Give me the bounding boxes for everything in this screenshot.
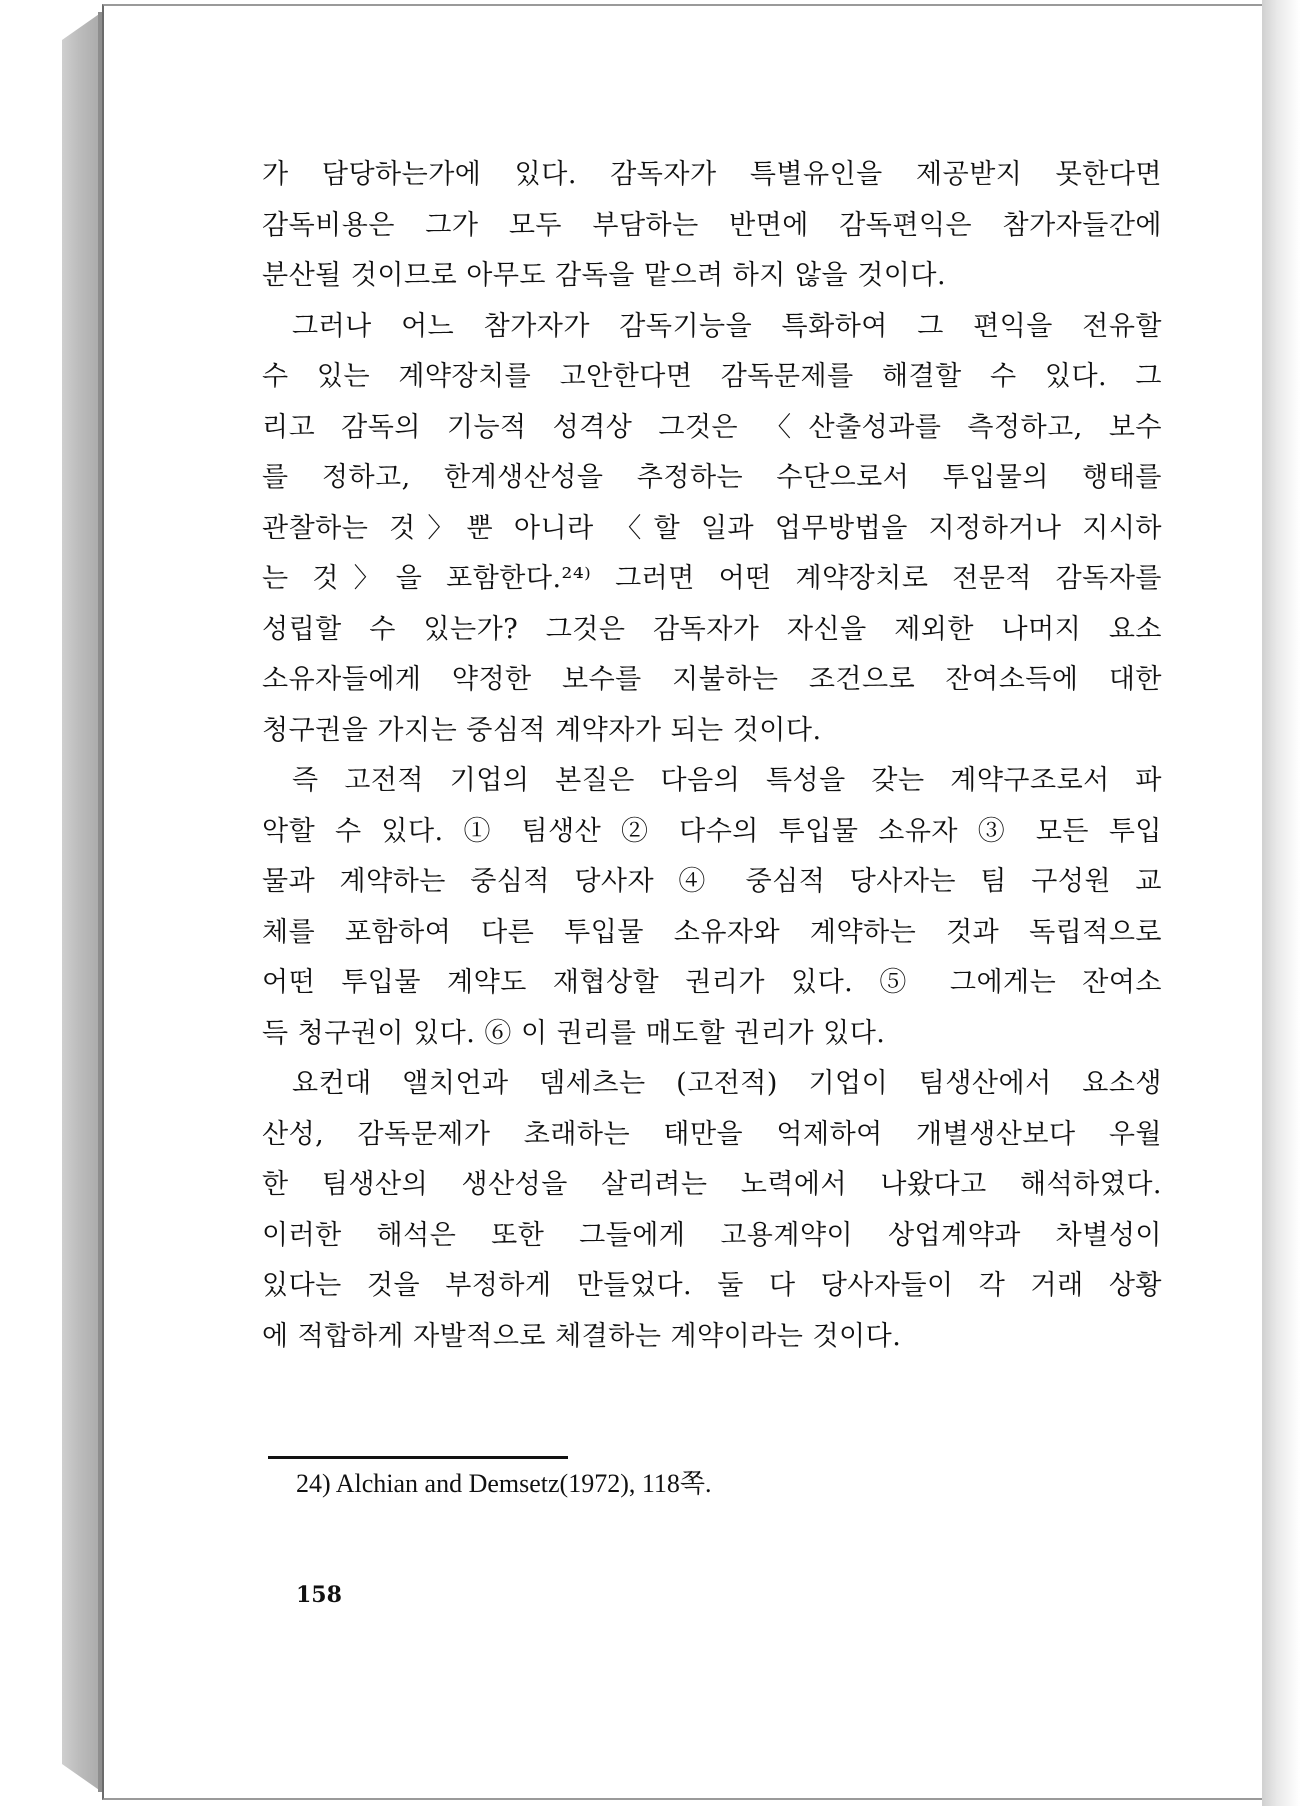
footnote-divider bbox=[268, 1456, 568, 1459]
text-line: 득 청구권이 있다. ⑥ 이 권리를 매도할 권리가 있다. bbox=[262, 1017, 886, 1049]
text-line: 는 것〉을 포함한다.²⁴⁾ 그러면 어떤 계약장치로 전문적 감독자를 bbox=[262, 563, 1162, 594]
text-line: 소유자들에게 약정한 보수를 지불하는 조건으로 잔여소득에 대한 bbox=[262, 664, 1162, 695]
page-right-shadow bbox=[1262, 0, 1300, 1806]
text-line: 성립할 수 있는가? 그것은 감독자가 자신을 제외한 나머지 요소 bbox=[262, 613, 1162, 645]
text-line: 그러나 어느 참가자가 감독기능을 특화하여 그 편익을 전유할 bbox=[292, 310, 1162, 342]
text-line: 이러한 해석은 또한 그들에게 고용계약이 상업계약과 차별성이 bbox=[262, 1219, 1162, 1251]
text-line: 체를 포함하여 다른 투입물 소유자와 계약하는 것과 독립적으로 bbox=[262, 916, 1162, 948]
page-number: 158 bbox=[296, 1582, 342, 1608]
text-line: 를 정하고, 한계생산성을 추정하는 수단으로서 투입물의 행태를 bbox=[262, 462, 1162, 493]
text-line: 청구권을 가지는 중심적 계약자가 되는 것이다. bbox=[262, 714, 822, 746]
text-line: 가 담당하는가에 있다. 감독자가 특별유인을 제공받지 못한다면 bbox=[262, 159, 1162, 190]
text-line: 관찰하는 것〉뿐 아니라 〈할 일과 업무방법을 지정하거나 지시하 bbox=[262, 512, 1162, 544]
text-line: 수 있는 계약장치를 고안한다면 감독문제를 해결할 수 있다. 그 bbox=[262, 361, 1162, 392]
body-text bbox=[262, 150, 1162, 1362]
text-line: 있다는 것을 부정하게 만들었다. 둘 다 당사자들이 각 거래 상황 bbox=[262, 1270, 1162, 1301]
text-line: 물과 계약하는 중심적 당사자 ④ 중심적 당사자는 팀 구성원 교 bbox=[262, 866, 1162, 897]
book-page-edges bbox=[62, 12, 102, 1792]
text-line: 어떤 투입물 계약도 재협상할 권리가 있다. ⑤ 그에게는 잔여소 bbox=[262, 967, 1162, 998]
text-line: 한 팀생산의 생산성을 살리려는 노력에서 나왔다고 해석하였다. bbox=[262, 1169, 1162, 1200]
footnote: 24) Alchian and Demsetz(1972), 118쪽. bbox=[296, 1469, 712, 1498]
text-line: 리고 감독의 기능적 성격상 그것은 〈산출성과를 측정하고, 보수 bbox=[262, 411, 1162, 443]
text-line: 에 적합하게 자발적으로 체결하는 계약이라는 것이다. bbox=[262, 1320, 902, 1352]
text-line: 요컨대 앨치언과 뎀세츠는 (고전적) 기업이 팀생산에서 요소생 bbox=[292, 1068, 1162, 1099]
text-line: 악할 수 있다. ① 팀생산 ② 다수의 투입물 소유자 ③ 모든 투입 bbox=[262, 815, 1162, 847]
text-line: 즉 고전적 기업의 본질은 다음의 특성을 갖는 계약구조로서 파 bbox=[292, 765, 1162, 796]
text-line: 분산될 것이므로 아무도 감독을 맡으려 하지 않을 것이다. bbox=[262, 260, 947, 291]
text-line: 감독비용은 그가 모두 부담하는 반면에 감독편익은 참가자들간에 bbox=[262, 209, 1162, 241]
text-line: 산성, 감독문제가 초래하는 태만을 억제하여 개별생산보다 우월 bbox=[262, 1118, 1162, 1150]
